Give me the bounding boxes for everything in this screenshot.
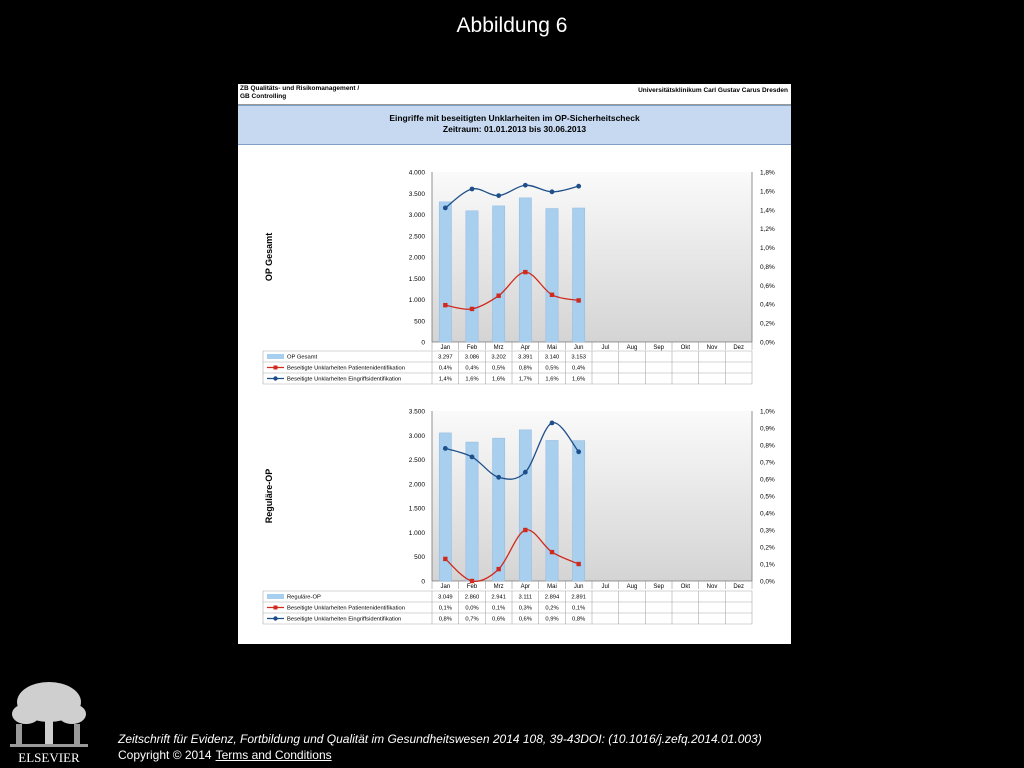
table-cell: 0,3% — [518, 605, 532, 612]
y2-tick-label: 0,0% — [760, 339, 775, 347]
x-tick-label: Mrz — [493, 345, 504, 351]
table-cell: 0,1% — [438, 605, 452, 612]
legend-label: Beseitigte Unklarheiten Patientenidentifikation — [287, 605, 405, 612]
y-tick-label: 1.500 — [408, 505, 425, 513]
y-tick-label: 2.500 — [408, 233, 425, 241]
data-point — [523, 183, 528, 188]
y2-tick-label: 1,6% — [760, 188, 775, 196]
y2-tick-label: 1,4% — [760, 207, 775, 215]
table-cell: 0,9% — [545, 616, 559, 623]
y2-tick-label: 0,5% — [760, 493, 775, 501]
data-point — [496, 193, 501, 198]
y2-tick-label: 1,2% — [760, 226, 775, 234]
x-tick-label: Jul — [601, 345, 610, 351]
table-cell: 0,8% — [572, 616, 586, 623]
table-cell: 3.391 — [518, 354, 533, 361]
legend-marker — [274, 606, 278, 610]
table-cell: 2.860 — [464, 594, 480, 601]
bar — [546, 209, 558, 342]
data-point — [443, 446, 448, 451]
bar — [546, 440, 558, 581]
y-axis-title: Reguläre-OP — [264, 468, 274, 524]
legend-swatch — [267, 354, 284, 359]
data-point — [470, 307, 474, 311]
x-tick-label: Feb — [466, 345, 478, 351]
table-cell: 3.111 — [518, 594, 533, 601]
legend-marker — [273, 376, 277, 380]
x-tick-label: Apr — [520, 345, 531, 351]
figure-header-institution: Universitätsklinikum Carl Gustav Carus Dresden — [638, 87, 788, 94]
data-point — [523, 270, 527, 274]
table-cell: 0,8% — [518, 365, 532, 372]
data-point — [443, 303, 447, 307]
x-tick-label: Aug — [626, 584, 638, 590]
x-tick-label: Mrz — [493, 584, 504, 590]
data-point — [470, 187, 475, 192]
elsevier-logo — [8, 680, 90, 764]
table-cell: 0,1% — [492, 605, 506, 612]
legend-marker — [274, 366, 278, 370]
data-point — [470, 579, 474, 583]
y-tick-label: 1.500 — [408, 275, 425, 283]
y2-tick-label: 1,8% — [760, 169, 775, 177]
data-point — [576, 298, 580, 302]
x-tick-label: Dez — [733, 584, 745, 590]
data-point — [550, 293, 554, 297]
data-point — [550, 421, 555, 426]
table-cell: 1,4% — [438, 376, 452, 383]
slide-title: Abbildung 6 — [456, 14, 568, 37]
table-cell: 0,4% — [572, 365, 586, 372]
bar — [466, 442, 478, 581]
data-point — [550, 189, 555, 194]
legend-marker — [273, 616, 277, 620]
table-cell: 0,6% — [518, 616, 532, 623]
data-point — [470, 455, 475, 460]
table-cell: 3.049 — [438, 594, 453, 601]
table-cell: 2.894 — [544, 594, 560, 601]
table-cell: 2.941 — [491, 594, 506, 601]
y2-tick-label: 0,4% — [760, 510, 775, 518]
table-cell: 0,4% — [438, 365, 452, 372]
figure-period: Zeitraum: 01.01.2013 bis 30.06.2013 — [442, 124, 587, 134]
legend-label: Beseitigte Unklarheiten Eingriffsidentifikation — [287, 616, 402, 623]
y-tick-label: 3.000 — [408, 212, 425, 219]
bar — [439, 202, 451, 342]
table-cell: 0,4% — [465, 365, 479, 372]
department-line-2: GB Controlling — [240, 93, 287, 100]
legend-label: OP Gesamt — [287, 354, 318, 361]
x-tick-label: Nov — [706, 584, 718, 590]
x-tick-label: Jan — [440, 584, 451, 590]
y2-tick-label: 0,0% — [760, 578, 775, 586]
x-tick-label: Sep — [653, 584, 665, 590]
table-cell: 3.297 — [438, 354, 453, 361]
table-cell: 3.086 — [464, 354, 480, 361]
data-point — [443, 205, 448, 210]
x-tick-label: Apr — [520, 584, 531, 590]
y-tick-label: 0 — [421, 578, 425, 586]
x-tick-label: Okt — [680, 345, 691, 351]
chart-2 — [263, 409, 775, 625]
x-tick-label: Dez — [733, 345, 745, 351]
legend-label: Beseitigte Unklarheiten Patientenidentifikation — [287, 365, 405, 372]
table-cell: 0,6% — [492, 616, 506, 623]
table-cell: 0,2% — [545, 605, 559, 612]
department-line-1: ZB Qualitäts- und Risikomanagement / — [240, 85, 360, 92]
x-tick-label: Nov — [706, 345, 718, 351]
terms-and-conditions-link[interactable]: Terms and Conditions — [215, 748, 332, 762]
data-point — [550, 550, 554, 554]
table-cell: 1,6% — [492, 376, 506, 383]
table-cell: 0,5% — [545, 365, 559, 372]
data-point — [496, 294, 500, 298]
table-cell: 3.140 — [544, 354, 560, 361]
y-tick-label: 2.500 — [408, 457, 425, 465]
table-cell: 1,6% — [545, 376, 559, 383]
y-tick-label: 1.000 — [408, 529, 425, 537]
y-tick-label: 2.000 — [408, 481, 425, 489]
y-tick-label: 3.500 — [408, 190, 425, 198]
y-tick-label: 2.000 — [408, 254, 425, 262]
x-tick-label: Okt — [680, 584, 691, 590]
data-point — [576, 184, 581, 189]
y2-tick-label: 0,8% — [760, 442, 775, 450]
data-point — [443, 557, 447, 561]
plot-area — [432, 172, 752, 342]
x-tick-label: Mai — [547, 345, 557, 351]
bar — [493, 438, 505, 581]
charts-canvas — [238, 84, 791, 644]
y-tick-label: 1.000 — [408, 297, 425, 304]
x-tick-label: Jan — [440, 345, 451, 351]
y2-tick-label: 1,0% — [760, 245, 775, 253]
y-tick-label: 500 — [414, 554, 425, 562]
data-point — [496, 475, 501, 480]
figure-title: Eingriffe mit beseitigten Unklarheiten im OP-Sicherheitscheck — [389, 113, 640, 123]
y2-tick-label: 0,8% — [760, 263, 775, 271]
bar — [573, 441, 585, 581]
x-tick-label: Jul — [601, 584, 610, 590]
table-cell: 0,7% — [465, 616, 479, 623]
copyright-text: Copyright © 2014 — [118, 748, 212, 762]
data-point — [523, 470, 528, 475]
y2-tick-label: 0,7% — [760, 459, 775, 467]
data-point — [523, 528, 527, 532]
bar — [493, 206, 505, 342]
y-tick-label: 3.000 — [408, 432, 425, 440]
data-point — [576, 449, 581, 454]
table-cell: 0,8% — [438, 616, 452, 623]
y-tick-label: 500 — [414, 318, 425, 326]
x-tick-label: Aug — [626, 345, 638, 351]
legend-label: Reguläre-OP — [287, 594, 321, 601]
y2-tick-label: 0,9% — [760, 425, 775, 433]
y2-tick-label: 0,4% — [760, 301, 775, 309]
figure-panel — [238, 84, 791, 644]
y2-tick-label: 0,2% — [760, 544, 775, 552]
x-tick-label: Feb — [466, 584, 478, 590]
y2-tick-label: 1,0% — [760, 408, 775, 416]
copyright-line — [118, 748, 332, 762]
x-tick-label: Jun — [573, 345, 584, 351]
y2-tick-label: 0,1% — [760, 561, 775, 569]
bar — [573, 208, 585, 342]
plot-area — [432, 411, 752, 581]
legend-label: Beseitigte Unklarheiten Eingriffsidentifikation — [287, 376, 402, 383]
table-cell: 1,6% — [465, 376, 479, 383]
table-cell: 3.153 — [571, 354, 586, 361]
data-point — [496, 567, 500, 571]
table-cell: 2.891 — [571, 594, 586, 601]
x-tick-label: Jun — [573, 584, 584, 590]
bar — [519, 430, 531, 581]
table-cell: 1,7% — [518, 376, 532, 383]
chart-1 — [263, 170, 775, 385]
table-cell: 0,1% — [572, 605, 586, 612]
y2-tick-label: 0,3% — [760, 527, 775, 535]
legend-swatch — [267, 594, 284, 599]
y-tick-label: 0 — [421, 339, 425, 347]
bar — [466, 211, 478, 342]
y-axis-title: OP Gesamt — [264, 232, 274, 282]
table-cell: 0,5% — [492, 365, 506, 372]
table-cell: 0,0% — [465, 605, 479, 612]
y-tick-label: 3.500 — [408, 408, 425, 416]
table-cell: 1,6% — [572, 376, 586, 383]
table-cell: 3.202 — [491, 354, 506, 361]
y2-tick-label: 0,6% — [760, 476, 775, 484]
y-tick-label: 4.000 — [408, 169, 425, 177]
elsevier-tree-icon — [10, 682, 88, 747]
x-tick-label: Sep — [653, 345, 665, 351]
elsevier-wordmark: ELSEVIER — [18, 750, 80, 764]
citation-text: Zeitschrift für Evidenz, Fortbildung und Qualität im Gesundheitswesen 2014 108, 39-43DOI: (10.1016/j.zefq.2014.01.003) — [118, 732, 762, 746]
data-point — [576, 562, 580, 566]
y2-tick-label: 0,6% — [760, 282, 775, 290]
x-tick-label: Mai — [547, 584, 557, 590]
y2-tick-label: 0,2% — [760, 320, 775, 328]
